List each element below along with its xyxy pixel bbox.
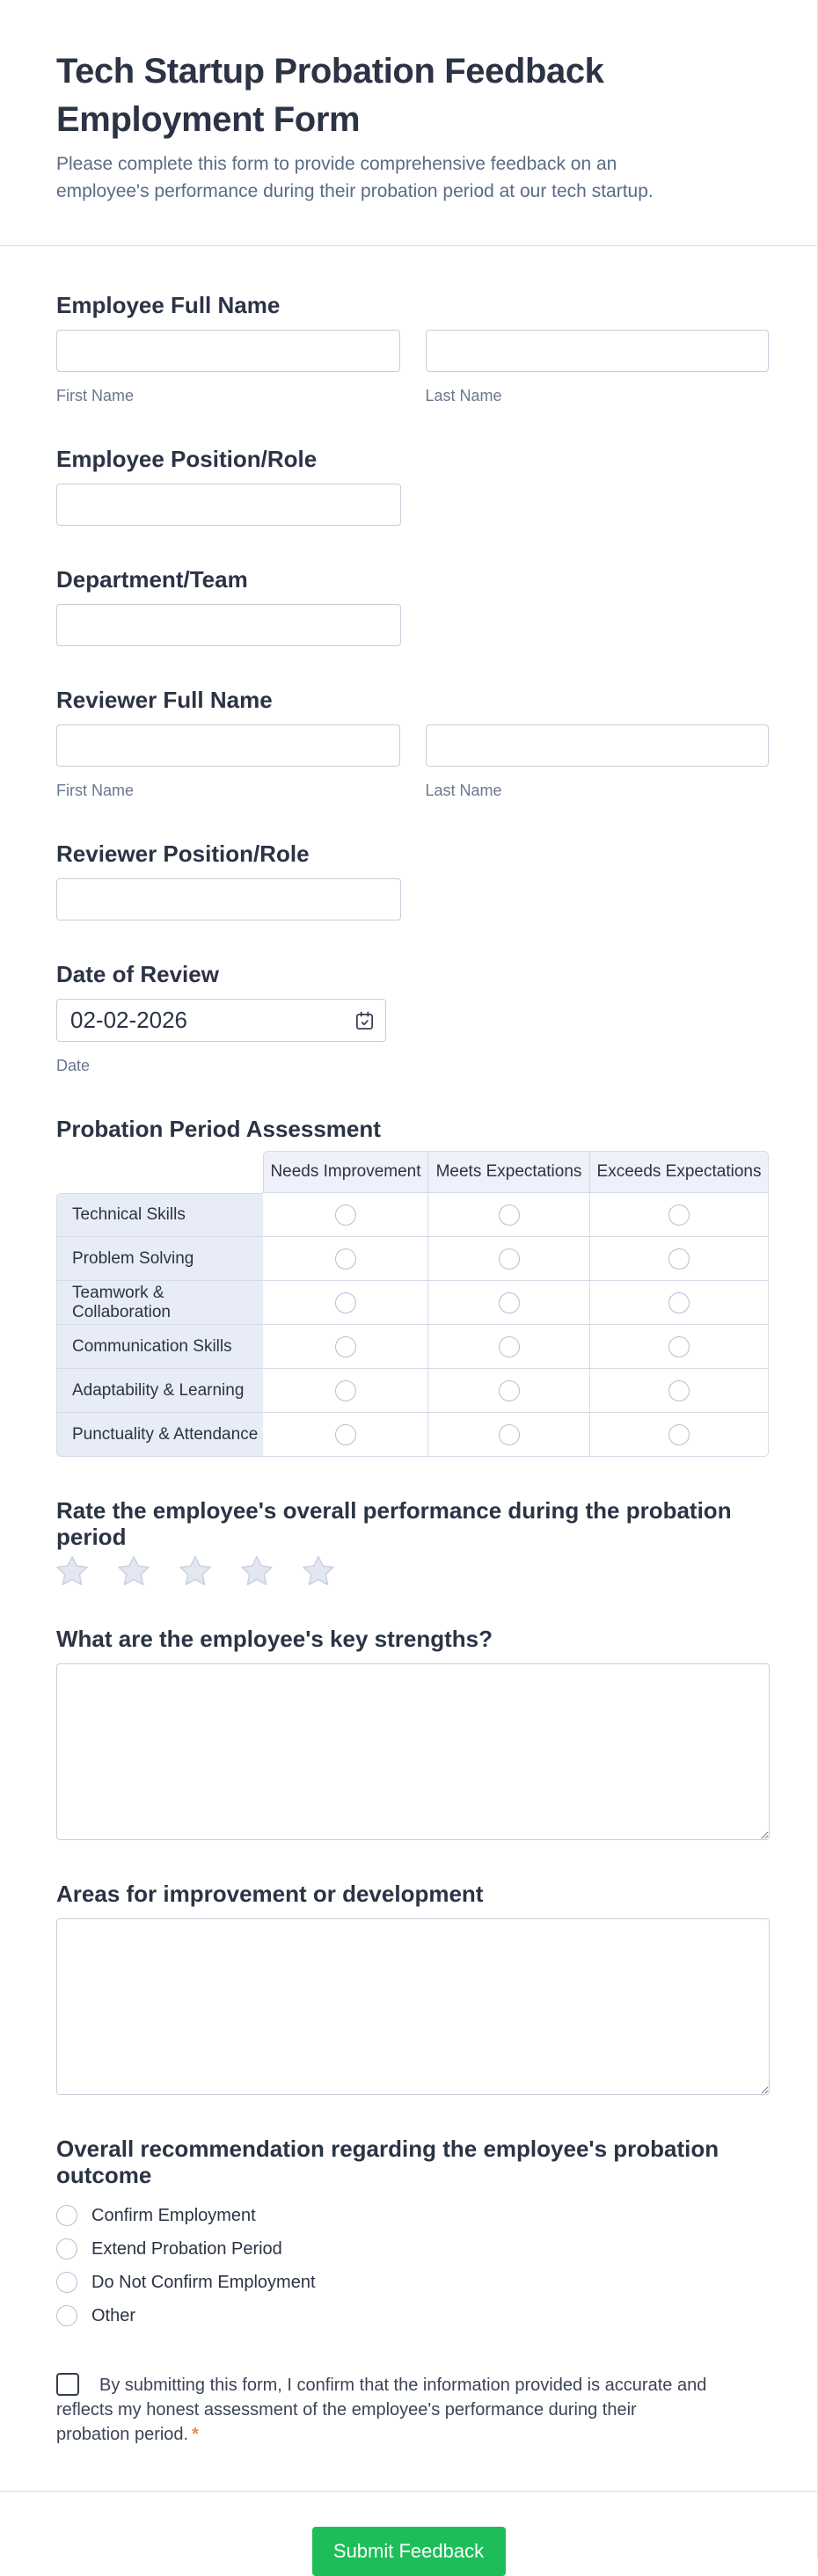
- matrix-cell: [428, 1193, 590, 1237]
- improvement-textarea[interactable]: [56, 1918, 770, 2095]
- form-body: [0, 246, 817, 2447]
- matrix-radio[interactable]: [668, 1424, 690, 1445]
- matrix-cell: [428, 1413, 590, 1457]
- matrix-col-header: Meets Expectations: [428, 1151, 590, 1193]
- matrix-row-label: Communication Skills: [56, 1325, 263, 1369]
- recommendation-option[interactable]: [56, 2232, 769, 2266]
- matrix-corner-cell: [56, 1151, 263, 1193]
- matrix-cell: [590, 1325, 769, 1369]
- strengths-label: What are the employee's key strengths?: [56, 1626, 493, 1652]
- matrix-row-label: Punctuality & Attendance: [56, 1413, 263, 1457]
- required-asterisk: *: [192, 2425, 199, 2444]
- matrix-radio[interactable]: [668, 1336, 690, 1357]
- form-header: [0, 0, 817, 205]
- matrix-cell: [263, 1193, 428, 1237]
- matrix-cell: [428, 1281, 590, 1325]
- recommendation-option[interactable]: [56, 2199, 769, 2232]
- star-rating: [56, 1555, 769, 1585]
- matrix-cell: [263, 1325, 428, 1369]
- matrix-cell: [428, 1237, 590, 1281]
- matrix-radio[interactable]: [335, 1380, 356, 1401]
- recommendation-option-label: Do Not Confirm Employment: [91, 2272, 316, 2292]
- matrix-radio[interactable]: [668, 1380, 690, 1401]
- improvement-label: Areas for improvement or development: [56, 1881, 484, 1907]
- star-icon[interactable]: [56, 1555, 88, 1585]
- matrix-radio[interactable]: [499, 1380, 520, 1401]
- radio-icon[interactable]: [56, 2238, 77, 2259]
- employee-name-label: Employee Full Name: [56, 292, 281, 318]
- question-recommendation: [56, 2136, 769, 2332]
- form-footer: [0, 2492, 817, 2576]
- matrix-cell: [428, 1369, 590, 1413]
- star-icon[interactable]: [303, 1555, 334, 1585]
- star-icon[interactable]: [179, 1555, 211, 1585]
- question-date-of-review: [56, 961, 769, 1075]
- overall-rating-label: Rate the employee's overall performance during the probation period: [56, 1497, 732, 1550]
- strengths-textarea[interactable]: [56, 1663, 770, 1840]
- question-department: [56, 566, 769, 646]
- matrix-cell: [590, 1369, 769, 1413]
- reviewer-position-label: Reviewer Position/Role: [56, 840, 310, 867]
- matrix-col-header: Needs Improvement: [263, 1151, 428, 1193]
- matrix-row-label: Technical Skills: [56, 1193, 263, 1237]
- star-icon[interactable]: [118, 1555, 150, 1585]
- reviewer-position-input[interactable]: [56, 878, 401, 921]
- recommendation-option-label: Other: [91, 2305, 136, 2325]
- matrix-cell: [428, 1325, 590, 1369]
- reviewer-first-name-input[interactable]: [56, 724, 400, 767]
- matrix-cell: [590, 1237, 769, 1281]
- assessment-matrix-label: Probation Period Assessment: [56, 1116, 381, 1142]
- matrix-cell: [590, 1413, 769, 1457]
- matrix-radio[interactable]: [499, 1248, 520, 1270]
- department-label: Department/Team: [56, 566, 248, 593]
- consent-checkbox[interactable]: [56, 2373, 79, 2396]
- matrix-radio[interactable]: [499, 1292, 520, 1313]
- employee-first-name-input[interactable]: [56, 330, 400, 372]
- matrix-cell: [263, 1413, 428, 1457]
- question-reviewer-name: [56, 687, 769, 800]
- matrix-radio[interactable]: [668, 1292, 690, 1313]
- matrix-radio[interactable]: [499, 1204, 520, 1226]
- matrix-cell: [590, 1193, 769, 1237]
- employee-last-name-sublabel: Last Name: [425, 387, 502, 404]
- matrix-cell: [263, 1237, 428, 1281]
- reviewer-first-name-sublabel: First Name: [56, 782, 135, 799]
- matrix-cell: [263, 1281, 428, 1325]
- radio-icon[interactable]: [56, 2305, 77, 2326]
- matrix-radio[interactable]: [335, 1424, 356, 1445]
- matrix-radio[interactable]: [335, 1292, 356, 1313]
- form-title: Tech Startup Probation Feedback Employment Form: [56, 52, 604, 139]
- matrix-radio[interactable]: [335, 1248, 356, 1270]
- radio-icon[interactable]: [56, 2272, 77, 2293]
- date-input[interactable]: [56, 999, 386, 1042]
- recommendation-option[interactable]: [56, 2299, 769, 2332]
- recommendation-label: Overall recommendation regarding the employee's probation outcome: [56, 2136, 719, 2188]
- matrix-radio[interactable]: [335, 1336, 356, 1357]
- matrix-radio[interactable]: [499, 1424, 520, 1445]
- matrix-col-header: Exceeds Expectations: [590, 1151, 769, 1193]
- question-overall-rating: [56, 1497, 769, 1585]
- question-employee-position: [56, 446, 769, 526]
- recommendation-option-label: Confirm Employment: [91, 2205, 256, 2225]
- consent-text: By submitting this form, I confirm that the information provided is accurate and reflects my honest assessment of the employee's performance during their probation period.: [56, 2376, 707, 2444]
- matrix-cell: [263, 1369, 428, 1413]
- matrix-radio[interactable]: [499, 1336, 520, 1357]
- recommendation-option-label: Extend Probation Period: [91, 2238, 282, 2259]
- recommendation-option[interactable]: [56, 2266, 769, 2299]
- radio-icon[interactable]: [56, 2205, 77, 2226]
- question-strengths: [56, 1626, 769, 1840]
- question-improvement: [56, 1881, 769, 2095]
- employee-position-input[interactable]: [56, 484, 401, 526]
- department-input[interactable]: [56, 604, 401, 646]
- matrix-radio[interactable]: [668, 1248, 690, 1270]
- star-icon[interactable]: [241, 1555, 273, 1585]
- reviewer-name-label: Reviewer Full Name: [56, 687, 273, 713]
- question-employee-name: [56, 292, 769, 405]
- matrix-radio[interactable]: [335, 1204, 356, 1226]
- form-subtitle: Please complete this form to provide comprehensive feedback on an employee's performance during their probation period at our tech startup.: [56, 154, 654, 201]
- employee-last-name-input[interactable]: [426, 330, 770, 372]
- question-consent: [56, 2373, 714, 2447]
- matrix-cell: [590, 1281, 769, 1325]
- matrix-row-label: Adaptability & Learning: [56, 1369, 263, 1413]
- employee-first-name-sublabel: First Name: [56, 387, 135, 404]
- calendar-icon[interactable]: [354, 1010, 375, 1030]
- reviewer-last-name-sublabel: Last Name: [425, 782, 502, 799]
- matrix-row-label: Problem Solving: [56, 1237, 263, 1281]
- employee-position-label: Employee Position/Role: [56, 446, 318, 472]
- question-assessment-matrix: [56, 1116, 769, 1457]
- matrix-row-label: Teamwork & Collaboration: [56, 1281, 263, 1325]
- date-sublabel: Date: [56, 1057, 91, 1074]
- reviewer-last-name-input[interactable]: [426, 724, 770, 767]
- assessment-matrix-table: [56, 1151, 769, 1457]
- date-of-review-label: Date of Review: [56, 961, 219, 987]
- question-reviewer-position: [56, 840, 769, 921]
- matrix-radio[interactable]: [668, 1204, 690, 1226]
- submit-feedback-button[interactable]: Submit Feedback: [312, 2527, 506, 2576]
